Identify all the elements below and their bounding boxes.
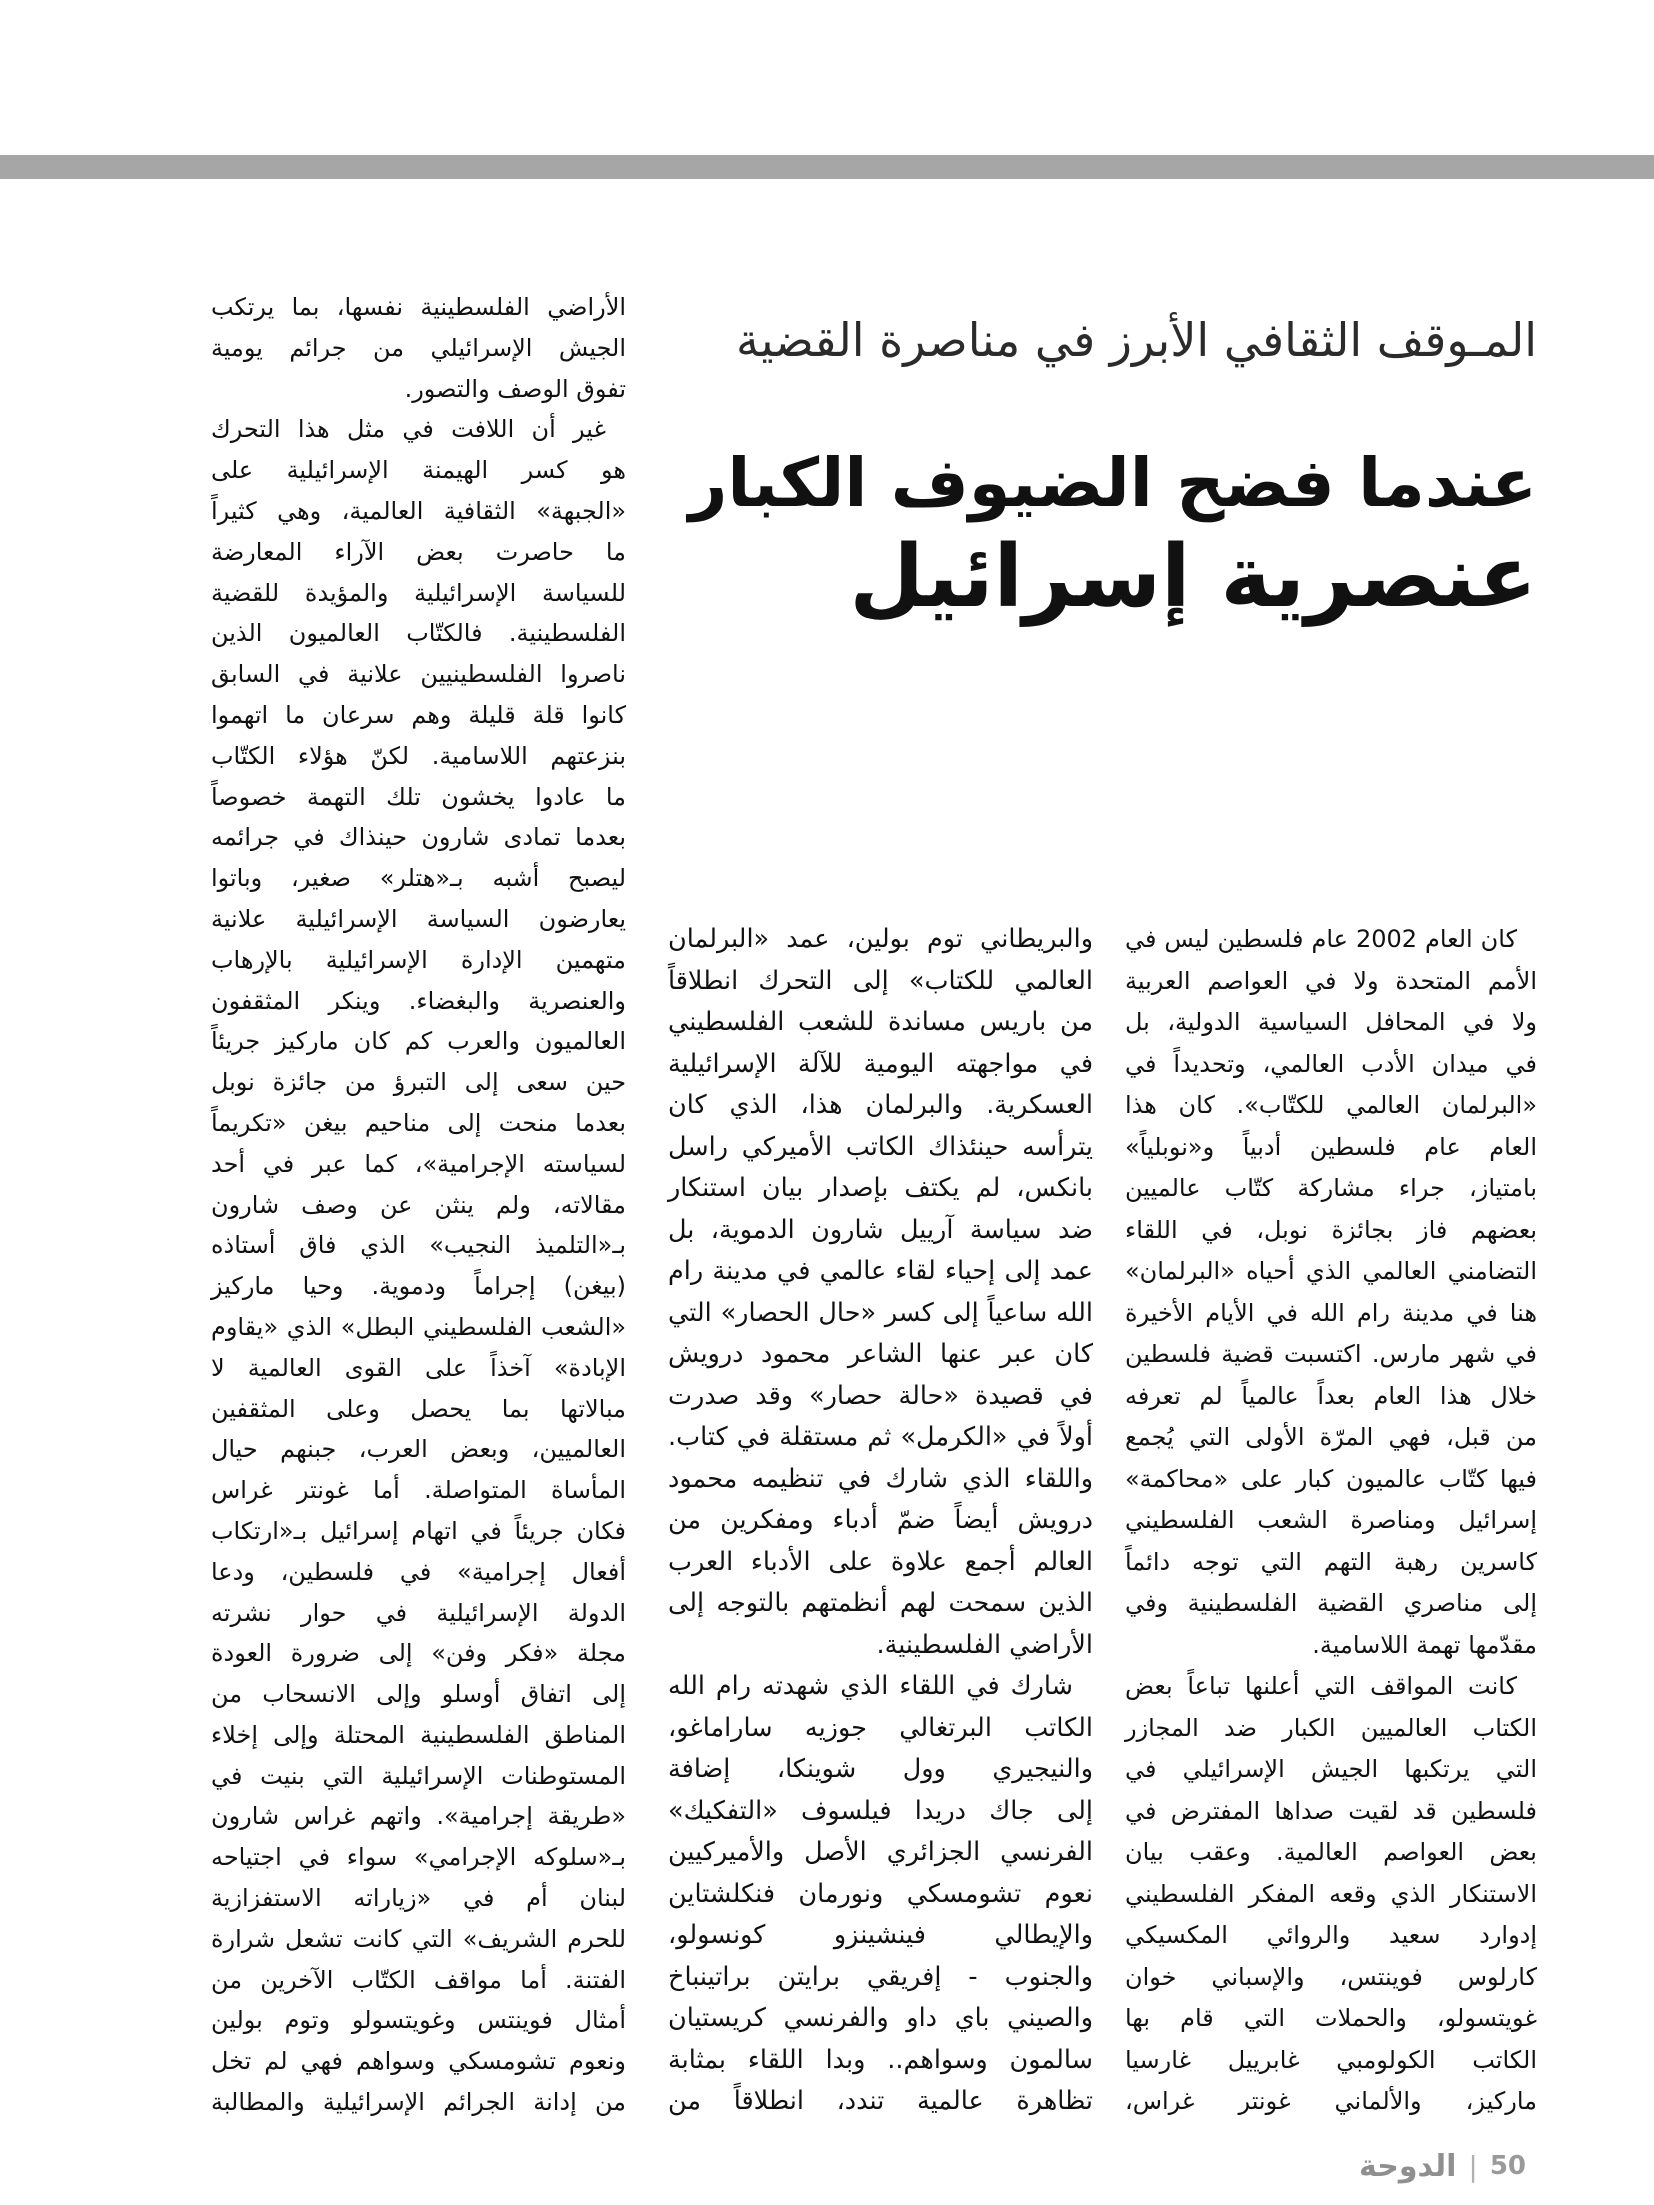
text-line: المناطق الفلسطينية المحتلة وإلى إخلاء [211, 1720, 626, 1749]
text-line: كان العام 2002 عام فلسطين ليس في [1125, 925, 1518, 953]
text-line: مبالاتها بما يحصل وعلى المثقفين [211, 1394, 626, 1423]
text-line: مقالاته، ولم ينثن عن وصف شارون [211, 1190, 626, 1219]
text-line: الفتنة. أما مواقف الكتّاب الآخرين من [211, 1965, 626, 1994]
text-line: «الجبهة» الثقافية العالمية، وهي كثيراً [211, 496, 626, 525]
article-column-right [1125, 919, 1537, 2123]
text-line: «البرلمان العالمي للكتّاب». كان هذا [1125, 1091, 1537, 1119]
text-line: الجيش الإسرائيلي من جرائم يومية [211, 333, 626, 362]
headline-line: عندما فضح الضيوف الكبار [688, 444, 1537, 522]
text-line: الكاتب البرتغالي جوزيه ساراماغو، [668, 1712, 1093, 1743]
text-line: الأراضي الفلسطينية. [876, 1629, 1093, 1660]
text-line: خلال هذا العام بعداً عالمياً لم تعرفه [1125, 1381, 1537, 1410]
text-line: ونعوم تشومسكي وسواهم فهي لم تخل [211, 2047, 626, 2076]
text-line: الكاتب الكولومبي غابرييل غارسيا [1125, 2045, 1537, 2074]
text-line: كانوا قلة قليلة وهم سرعان ما اتهموا [211, 700, 626, 729]
paragraph [211, 409, 626, 2122]
paragraph [668, 919, 1093, 1666]
text-line: من باريس مساندة للشعب الفلسطيني [668, 1007, 1093, 1037]
text-line: الأراضي الفلسطينية نفسها، بما يرتكب [211, 293, 626, 321]
text-line: العسكرية. والبرلمان هذا، الذي كان [668, 1090, 1093, 1120]
text-line: في مواجهته اليومية للآلة الإسرائيلية [668, 1048, 1093, 1079]
text-line: بنزعتهم اللاسامية. لكنّ هؤلاء الكتّاب [211, 741, 626, 770]
text-line: يعارضون السياسة الإسرائيلية علانية [211, 904, 626, 933]
text-line: درويش أيضاً ضمّ أدباء ومفكرين من [668, 1505, 1093, 1535]
text-line: والعنصرية والبغضاء. وينكر المثقفون [211, 986, 626, 1015]
text-line: فيها كتّاب عالميون كبار على «محاكمة» [1125, 1464, 1537, 1493]
text-line: ناصروا الفلسطينيين علانية في السابق [211, 660, 626, 689]
text-line: فكان جريئاً في اتهام إسرائيل بـ«ارتكاب [211, 1516, 626, 1545]
text-line: التضامني العالمي الذي أحياه «البرلمان» [1125, 1257, 1537, 1285]
page-footer [1359, 2146, 1526, 2186]
text-line: الكتاب العالميين الكبار ضد المجازر [1125, 1713, 1537, 1742]
text-line: أمثال فوينتس وغويتسولو وتوم بولين [211, 2006, 626, 2035]
text-line: «الشعب الفلسطيني البطل» الذي «يقاوم [211, 1312, 626, 1341]
magazine-name: الدوحة [1359, 2148, 1457, 2184]
text-line: بامتياز، جراء مشاركة كتّاب عالميين [1125, 1174, 1537, 1202]
text-line: واللقاء الذي شارك في تنظيمه محمود [668, 1463, 1093, 1494]
text-line: غويتسولو، والحملات التي قام بها [1125, 2004, 1537, 2032]
text-line: أولاً في «الكرمل» ثم مستقلة في كتاب. [668, 1422, 1093, 1452]
text-line: إسرائيل ومناصرة الشعب الفلسطيني [1125, 1506, 1537, 1534]
text-line: والبريطاني توم بولين، عمد «البرلمان [668, 924, 1093, 954]
text-line: في قصيدة «حالة حصار» وقد صدرت [668, 1380, 1093, 1411]
text-line: فلسطين قد لقيت صداها المفترض في [1125, 1796, 1537, 1825]
text-line: والإيطالي فينشينزو كونسولو، [668, 1920, 1093, 1950]
text-line: شارك في اللقاء الذي شهدته رام الله [668, 1671, 1073, 1701]
paragraph [1125, 919, 1537, 1666]
text-line: كان عبر عنها الشاعر محمود درويش [668, 1339, 1093, 1369]
text-line: ضد سياسة آرييل شارون الدموية، بل [668, 1214, 1093, 1245]
text-line: المستوطنات الإسرائيلية التي بنيت في [211, 1761, 626, 1790]
text-line: إلى اتفاق أوسلو وإلى الانسحاب من [211, 1680, 626, 1709]
text-line: العام عام فلسطين أدبياً و«نوبلياً» [1125, 1132, 1537, 1161]
text-line: من قبل، فهي المرّة الأولى التي يُجمع [1125, 1423, 1537, 1451]
text-line: والصيني باي داو والفرنسي كريستيان [668, 2003, 1093, 2033]
text-line: بعدما تمادى شارون حينذاك في جرائمه [211, 823, 626, 852]
header-rule [0, 155, 1654, 179]
text-line: إلى مناصري القضية الفلسطينية وفي [1125, 1589, 1537, 1617]
text-line: سالمون وسواهم.. وبدا اللقاء بمثابة [668, 2044, 1093, 2075]
text-line: حين سعى إلى التبرؤ من جائزة نوبل [211, 1068, 626, 1097]
text-line: والنيجيري وول شوينكا، إضافة [668, 1754, 1093, 1784]
text-line: للحرم الشريف» التي كانت تشعل شرارة [211, 1924, 626, 1953]
text-line: لبنان أم في «زياراته الاستفزازية [211, 1884, 626, 1913]
text-line: مجلة «فكر وفن» إلى ضرورة العودة [211, 1639, 626, 1668]
text-line: تظاهرة عالمية تندد، انطلاقاً من [668, 2086, 1093, 2116]
text-line: بعض العواصم العالمية. وعقب بيان [1125, 1838, 1537, 1866]
text-line: الذين سمحت لهم أنظمتهم بالتوجه إلى [668, 1588, 1093, 1618]
text-line: متهمين الإدارة الإسرائيلية بالإرهاب [211, 945, 626, 974]
article-column-middle [668, 919, 1093, 2123]
text-line: الأمم المتحدة ولا في العواصم العربية [1125, 966, 1537, 995]
text-line: ما حاصرت بعض الآراء المعارضة [211, 537, 626, 566]
text-line: بعدما منحت إلى مناحيم بيغن «تكريماً [211, 1108, 626, 1137]
text-line: الفلسطينية. فالكتّاب العالميون الذين [211, 619, 626, 648]
text-line: نعوم تشومسكي ونورمان فنكلشتاين [668, 1878, 1093, 1909]
text-line: في ميدان الأدب العالمي، وتحديداً في [1125, 1049, 1537, 1078]
text-line: هو كسر الهيمنة الإسرائيلية على [211, 456, 626, 485]
text-line: العالميون والعرب كم كان ماركيز جريئاً [211, 1027, 626, 1056]
article-column-left [211, 287, 626, 2123]
text-line: لسياسته الإجرامية»، كما عبر في أحد [211, 1149, 626, 1178]
text-line: ولا في المحافل السياسية الدولية، بل [1125, 1008, 1537, 1036]
paragraph [1125, 1666, 1537, 2123]
text-line: إلى جاك دريدا فيلسوف «التفكيك» [668, 1795, 1093, 1826]
text-line: كارلوس فوينتس، والإسباني خوان [1125, 1962, 1537, 1991]
headline-line: عنصرية إسرائيل [849, 527, 1537, 627]
text-line: الفرنسي الجزائري الأصل والأميركيين [668, 1837, 1093, 1867]
text-line: الإبادة» آخذاً على القوى العالمية لا [211, 1353, 626, 1382]
text-line: «طريقة إجرامية». واتهم غراس شارون [211, 1802, 626, 1831]
text-line: إدوارد سعيد والروائي المكسيكي [1125, 1921, 1537, 1949]
text-line: الله ساعياً إلى كسر «حال الحصار» التي [668, 1297, 1093, 1328]
text-line: والجنوب - إفريقي برايتن براتينباخ [668, 1961, 1093, 1992]
text-line: في شهر مارس. اكتسبت قضية فلسطين [1125, 1340, 1537, 1368]
text-line: مقدّمها تهمة اللاسامية. [1312, 1630, 1537, 1659]
text-line: غير أن اللافت في مثل هذا التحرك [211, 415, 606, 444]
text-line: بانكس، لم يكتف بإصدار بيان استنكار [668, 1173, 1093, 1203]
text-line: الدولة الإسرائيلية في حوار نشرته [211, 1598, 626, 1627]
page-number: 50 [1489, 2151, 1526, 2181]
text-line: الاستنكار الذي وقعه المفكر الفلسطيني [1125, 1879, 1537, 1908]
text-line: أفعال إجرامية» في فلسطين، ودعا [211, 1557, 626, 1586]
text-line: من إدانة الجرائم الإسرائيلية والمطالبة [211, 2088, 626, 2117]
article-kicker: المـوقف الثقافي الأبرز في مناصرة القضية [736, 313, 1537, 367]
text-line: المأساة المتواصلة. أما غونتر غراس [211, 1476, 626, 1505]
text-line: ماركيز، والألماني غونتر غراس، [1125, 2087, 1537, 2115]
text-line: ما عادوا يخشون تلك التهمة خصوصاً [211, 782, 626, 811]
text-line: هنا في مدينة رام الله في الأيام الأخيرة [1125, 1298, 1537, 1327]
paragraph [211, 287, 626, 409]
footer-separator: | [1468, 2149, 1478, 2183]
paragraph [668, 1666, 1093, 2123]
text-line: عمد إلى إحياء لقاء عالمي في مدينة رام [668, 1256, 1093, 1286]
text-line: العالمي للكتاب» إلى التحرك انطلاقاً [668, 965, 1093, 996]
text-line: ليصبح أشبه بـ«هتلر» صغير، وباتوا [211, 864, 626, 893]
text-line: العالميين، وبعض العرب، جبنهم حيال [211, 1435, 626, 1464]
text-line: العالم أجمع علاوة على الأدباء العرب [668, 1546, 1093, 1577]
text-line: كاسرين رهبة التهم التي توجه دائماً [1125, 1547, 1537, 1576]
text-line: كانت المواقف التي أعلنها تباعاً بعض [1125, 1672, 1517, 1700]
text-line: بـ«التلميذ النجيب» الذي فاق أستاذه [211, 1231, 626, 1260]
text-line: تفوق الوصف والتصور. [404, 374, 626, 403]
text-line: التي يرتكبها الجيش الإسرائيلي في [1125, 1755, 1537, 1783]
text-line: بعضهم فاز بجائزة نوبل، في اللقاء [1125, 1215, 1537, 1244]
text-line: بـ«سلوكه الإجرامي» سواء في اجتياحه [211, 1843, 626, 1872]
text-line: للسياسة الإسرائيلية والمؤيدة للقضية [211, 578, 626, 607]
text-line: يترأسه حينئذاك الكاتب الأميركي راسل [668, 1131, 1093, 1162]
text-line: (بيغن) إجراماً ودموية. وحيا ماركيز [211, 1272, 626, 1301]
article-headline [680, 436, 1537, 627]
